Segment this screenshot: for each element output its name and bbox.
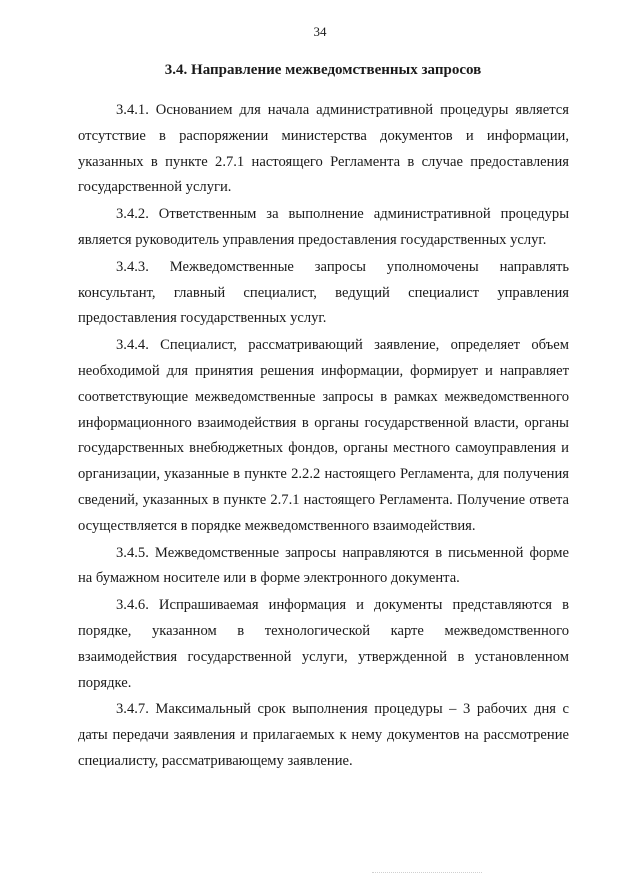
paragraph-3-4-5: 3.4.5. Межведомственные запросы направляются в письменной форме на бумажном носителе или в форме электронного документа.: [78, 544, 569, 587]
scan-artifact: [372, 872, 482, 879]
paragraph-3-4-1: 3.4.1. Основанием для начала административной процедуры является отсутствие в распоряжении министерства документов и информации, указанных в пункте 2.7.1 настоящего Регламента в случае предоставления государственной услуги.: [78, 102, 569, 196]
section-heading: 3.4. Направление межведомственных запросов: [164, 62, 482, 78]
paragraph-3-4-4: 3.4.4. Специалист, рассматривающий заявление, определяет объем необходимой для принятия решения информации, формирует и направляет соответствующие межведомственные запросы в рамках межведомственного информационного взаимодействия в органы государственной власти, органы государственных внебюджетных фондов, органы местного самоуправления и организации, указанные в пункте 2.2.2 настоящего Регламента, для получения сведений, указанных в пункте 2.7.1 настоящего Регламента. Получение ответа осуществляется в порядке межведомственного взаимодействия.: [78, 337, 569, 534]
document-body: [78, 98, 569, 775]
paragraph-3-4-2: 3.4.2. Ответственным за выполнение административной процедуры является руководитель управления предоставления государственных услуг.: [78, 206, 569, 248]
paragraph-3-4-7: 3.4.7. Максимальный срок выполнения процедуры – 3 рабочих дня с даты передачи заявления и прилагаемых к нему документов на рассмотрение специалисту, рассматривающему заявление.: [78, 701, 569, 769]
page-number: 34: [313, 24, 327, 39]
paragraph-3-4-6: 3.4.6. Испрашиваемая информация и документы представляются в порядке, указанном в технологической карте межведомственного взаимодействия государственной услуги, утвержденной в установленном порядке.: [78, 597, 569, 691]
paragraph-3-4-3: 3.4.3. Межведомственные запросы уполномочены направлять консультант, главный специалист, ведущий специалист управления предоставления государственных услуг.: [78, 258, 569, 327]
